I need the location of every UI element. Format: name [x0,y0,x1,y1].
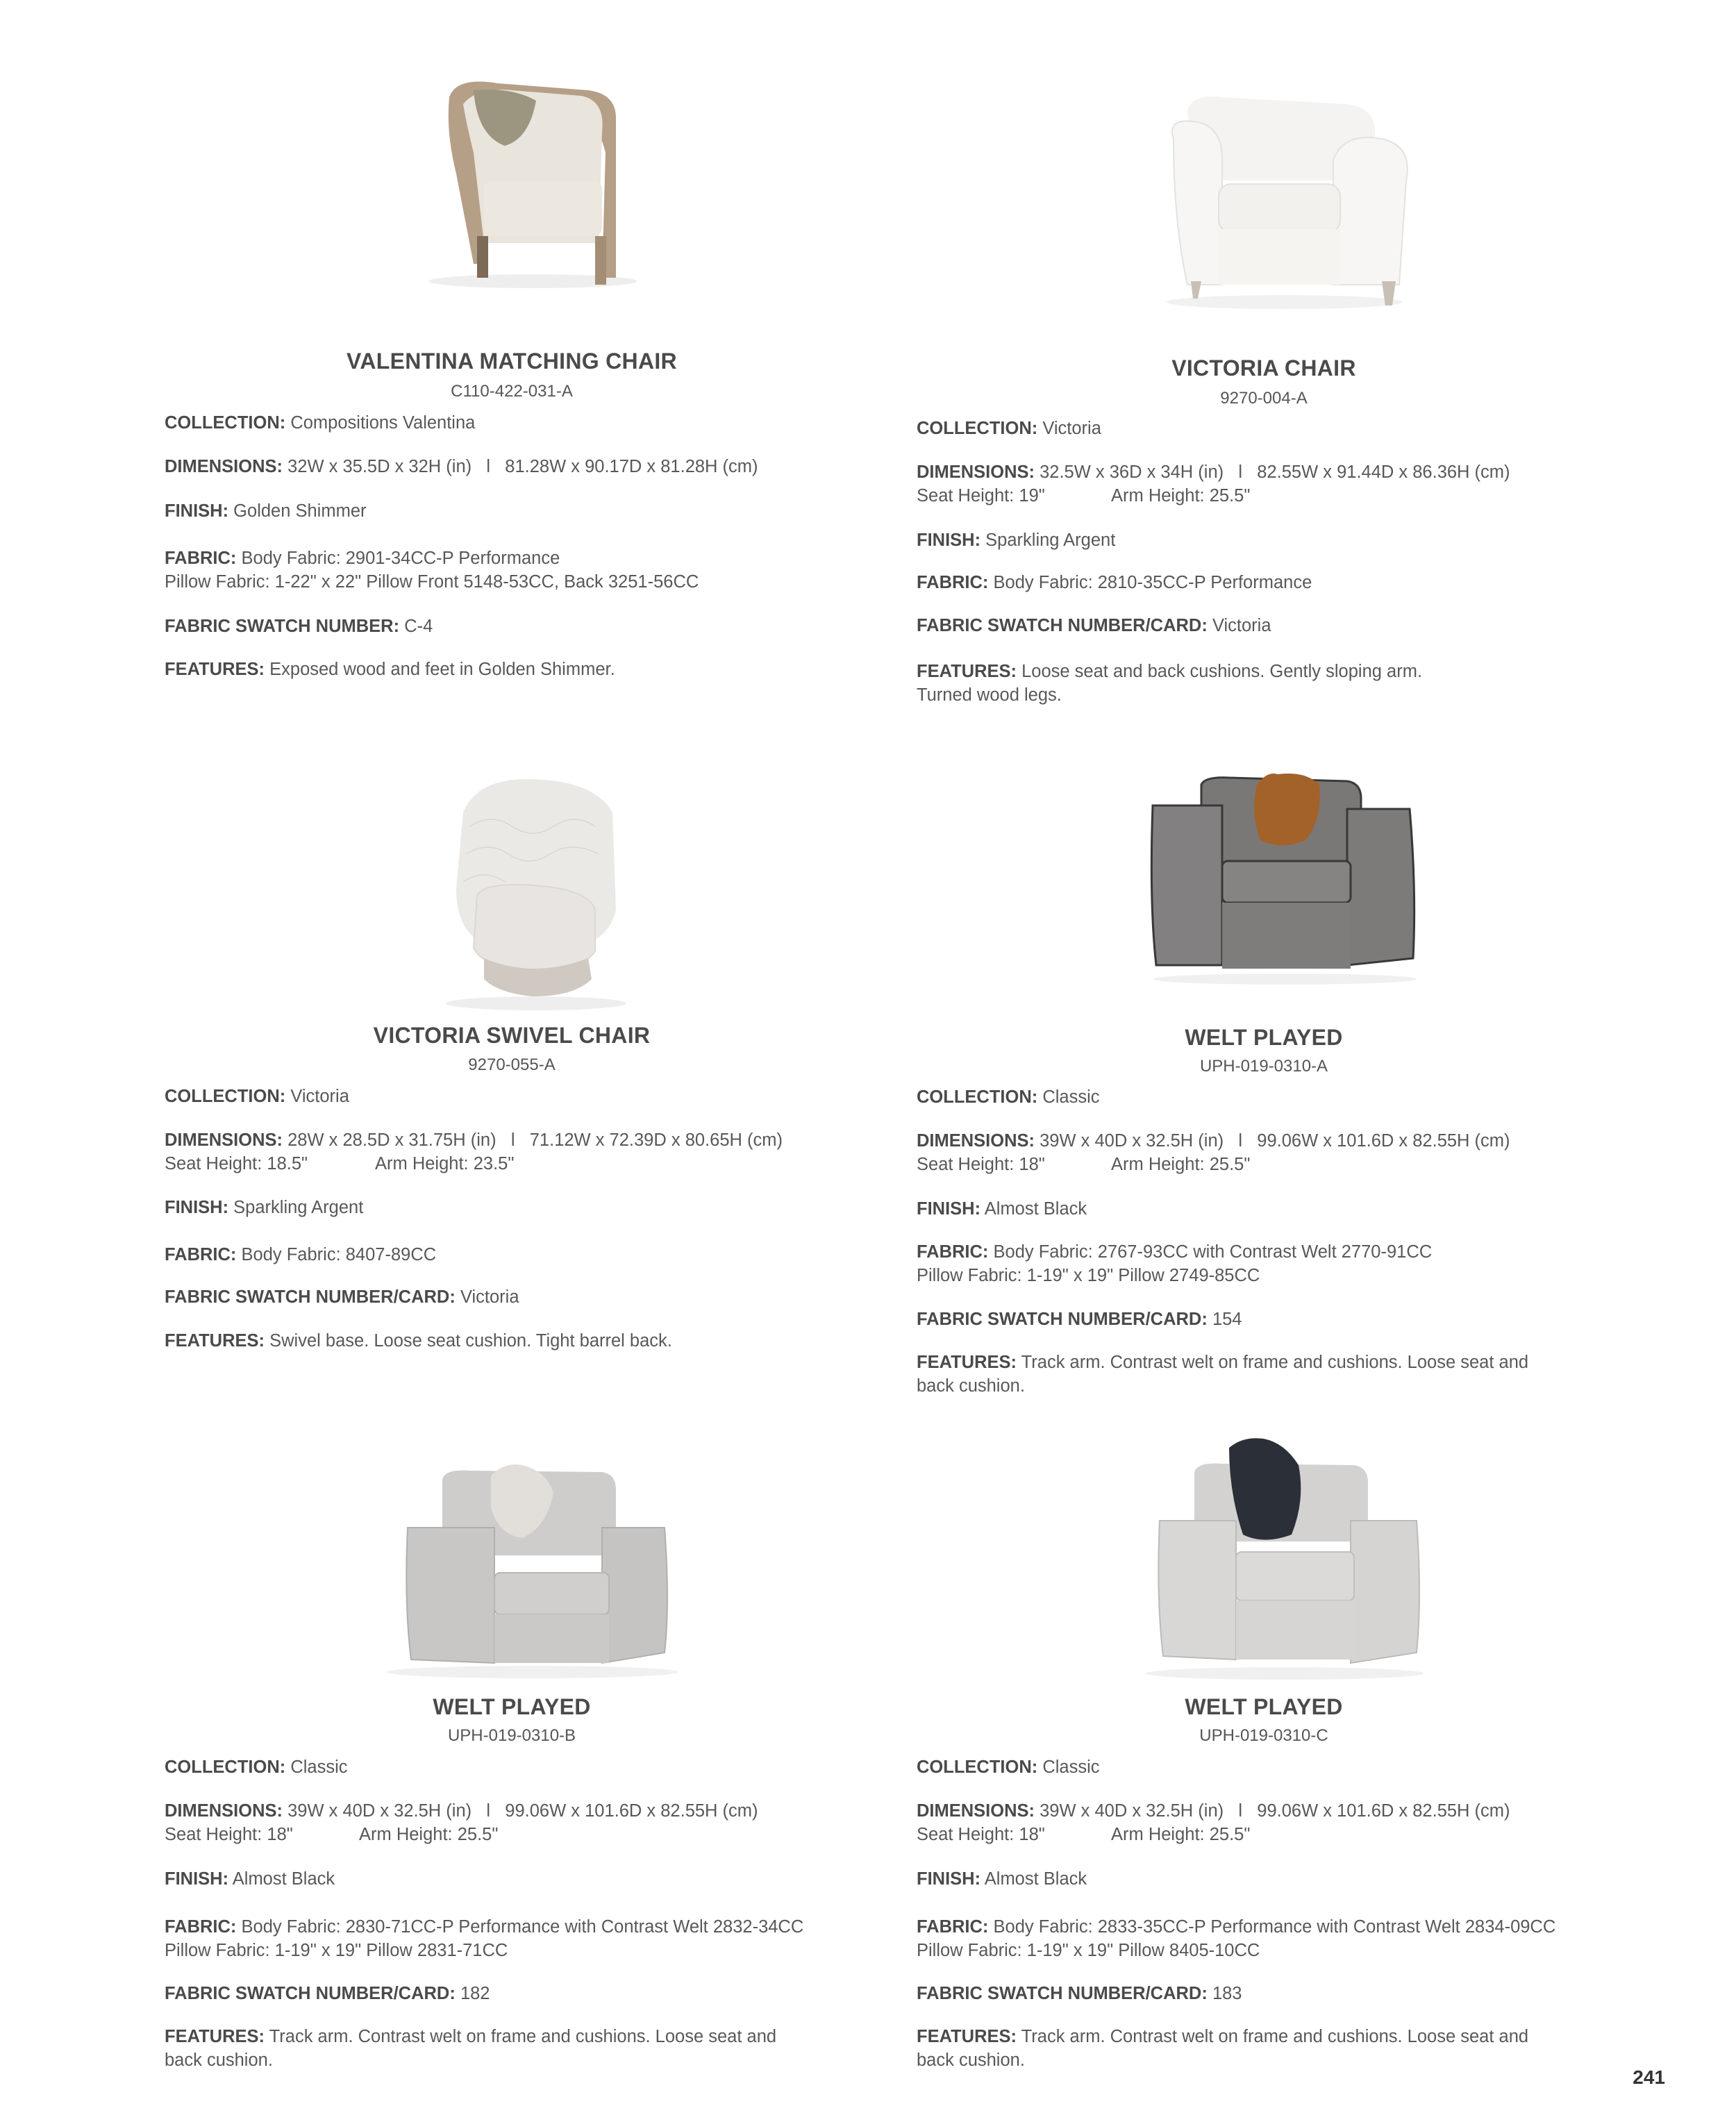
spec-collection [165,411,475,435]
chair-image [1146,83,1424,312]
spec-value: Victoria [290,1087,349,1106]
spec-features [917,660,1422,707]
spec-fabric [917,571,1312,594]
spec-value-line2: Pillow Fabric: 1-22" x 22" Pillow Front 5148-53CC, Back 3251-56CC [165,572,699,592]
spec-value: Classic [290,1757,348,1777]
spec-value: Track arm. Contrast welt on frame and cushions. Loose seat and [269,2027,777,2046]
spec-dimensions [917,460,1510,508]
spec-dimensions [165,455,758,478]
chair-image [373,1451,692,1680]
spec-value: 32.5W x 36D x 34H (in) l 82.55W x 91.44D x 86.36H (cm) [1040,462,1510,482]
product-sku: UPH-019-0310-A [1199,1057,1328,1076]
product-image [917,69,1653,361]
spec-fabric [917,1915,1555,1962]
spec-fabric [165,1915,803,1962]
spec-label: FEATURES: [917,2027,1017,2046]
spec-value: Sparkling Argent [233,1198,364,1217]
spec-value-line2: Turned wood legs. [917,685,1062,705]
chair-image [1132,1430,1437,1680]
spec-label: COLLECTION: [917,1757,1038,1777]
spec-value: Victoria [1212,616,1271,635]
spec-label: FINISH: [165,501,229,521]
product-title: VICTORIA SWIVEL CHAIR [373,1023,651,1048]
spec-heights [917,1823,1510,1846]
seat-height: Seat Height: 18" [917,1155,1045,1174]
spec-value-line2: Pillow Fabric: 1-19" x 19" Pillow 2831-71CC [165,1941,508,1960]
seat-height: Seat Height: 18" [917,1825,1045,1844]
product-title: VALENTINA MATCHING CHAIR [347,349,677,374]
spec-collection [917,1755,1100,1779]
spec-collection [165,1755,348,1779]
spec-value: Almost Black [984,1199,1087,1219]
spec-finish [917,1197,1087,1221]
product-title: WELT PLAYED [1185,1694,1343,1719]
arm-height: Arm Height: 25.5" [1111,1155,1251,1174]
product-image [917,764,1653,1055]
spec-value-line2: back cushion. [917,2050,1025,2070]
spec-label: FEATURES: [165,1331,265,1351]
spec-label: DIMENSIONS: [165,1130,283,1150]
spec-label: FINISH: [917,530,981,550]
spec-label: DIMENSIONS: [917,1801,1035,1821]
seat-height: Seat Height: 18.5" [165,1154,308,1173]
spec-fabric [165,546,699,594]
spec-label: FABRIC: [165,1245,237,1264]
spec-label: FINISH: [165,1869,229,1889]
spec-dimensions [917,1129,1510,1176]
arm-height: Arm Height: 25.5" [1111,486,1251,506]
spec-label: FABRIC SWATCH NUMBER/CARD: [917,1310,1208,1329]
spec-label: FEATURES: [165,660,265,679]
spec-fabric [917,1240,1432,1287]
spec-swatch [917,614,1271,637]
spec-swatch [165,1982,490,2005]
product-title: VICTORIA CHAIR [1171,356,1356,381]
spec-value: 32W x 35.5D x 32H (in) l 81.28W x 90.17D x 81.28H (cm) [287,457,758,476]
spec-label: FABRIC: [165,549,237,568]
spec-dimensions [165,1799,758,1846]
spec-label: DIMENSIONS: [917,462,1035,482]
spec-value-line2: back cushion. [165,2050,273,2070]
spec-value: 182 [460,1984,490,2003]
spec-finish [917,528,1115,552]
spec-value: Body Fabric: 2810-35CC-P Performance [993,573,1312,592]
spec-value: Sparkling Argent [985,530,1116,550]
spec-label: COLLECTION: [165,413,286,433]
spec-value: Almost Black [232,1869,335,1889]
spec-features [165,658,615,681]
spec-value-line2: Pillow Fabric: 1-19" x 19" Pillow 8405-10CC [917,1941,1260,1960]
seat-height: Seat Height: 18" [165,1825,293,1844]
product-sku: 9270-055-A [468,1055,556,1074]
spec-features [165,1329,672,1353]
spec-finish [165,1196,363,1219]
spec-swatch [165,1285,519,1309]
arm-height: Arm Height: 23.5" [375,1154,515,1173]
spec-features [165,2025,776,2072]
spec-label: FABRIC SWATCH NUMBER/CARD: [165,1984,456,2003]
product-sku: UPH-019-0310-B [447,1726,576,1745]
spec-heights [165,1823,758,1846]
spec-label: FINISH: [917,1199,981,1219]
arm-height: Arm Height: 25.5" [1111,1825,1251,1844]
spec-value: Loose seat and back cushions. Gently sloping arm. [1021,662,1423,681]
spec-label: DIMENSIONS: [165,1801,283,1821]
spec-label: FINISH: [165,1198,229,1217]
spec-label: FEATURES: [917,1353,1017,1372]
page-number: 241 [1633,2066,1665,2088]
spec-label: FABRIC: [165,1917,237,1937]
spec-value: Classic [1042,1757,1100,1777]
spec-value: Victoria [460,1287,519,1307]
spec-value: Golden Shimmer [233,501,367,521]
chair-image [408,69,658,292]
spec-label: COLLECTION: [165,1087,286,1106]
chair-image [1139,764,1430,986]
spec-value: 154 [1212,1310,1242,1329]
spec-fabric [165,1243,436,1267]
product-image [165,69,901,361]
spec-label: FEATURES: [917,662,1017,681]
spec-value: 39W x 40D x 32.5H (in) l 99.06W x 101.6D x 82.55H (cm) [287,1801,758,1821]
spec-value: Body Fabric: 2901-34CC-P Performance [241,549,560,568]
spec-finish [917,1867,1087,1891]
spec-heights [917,484,1510,508]
product-sku: UPH-019-0310-C [1199,1726,1328,1745]
spec-label: FABRIC: [917,1242,989,1262]
spec-label: FABRIC SWATCH NUMBER/CARD: [917,1984,1208,2003]
spec-swatch [165,615,433,638]
spec-finish [165,1867,335,1891]
spec-dimensions [165,1128,783,1176]
spec-value: 28W x 28.5D x 31.75H (in) l 71.12W x 72.39D x 80.65H (cm) [287,1130,783,1150]
spec-label: COLLECTION: [917,1087,1038,1107]
spec-label: FABRIC SWATCH NUMBER/CARD: [917,616,1208,635]
seat-height: Seat Height: 19" [917,486,1045,506]
spec-features [917,1351,1528,1398]
spec-label: FABRIC SWATCH NUMBER/CARD: [165,1287,456,1307]
spec-value: Track arm. Contrast welt on frame and cushions. Loose seat and [1021,1353,1529,1372]
spec-label: COLLECTION: [917,419,1038,438]
spec-value: Exposed wood and feet in Golden Shimmer. [269,660,615,679]
spec-label: FINISH: [917,1869,981,1889]
product-image [165,757,901,1049]
spec-value: Almost Black [984,1869,1087,1889]
spec-finish [165,499,367,523]
spec-value: Body Fabric: 2830-71CC-P Performance with Contrast Welt 2832-34CC [241,1917,804,1937]
spec-value: Victoria [1042,419,1101,438]
spec-label: FEATURES: [165,2027,265,2046]
spec-features [917,2025,1528,2072]
spec-value: Body Fabric: 8407-89CC [241,1245,437,1264]
product-sku: C110-422-031-A [451,382,573,401]
spec-value: Classic [1042,1087,1100,1107]
spec-heights [917,1153,1510,1176]
chair-image [422,771,644,1014]
spec-value: Track arm. Contrast welt on frame and cushions. Loose seat and [1021,2027,1529,2046]
spec-value: Body Fabric: 2767-93CC with Contrast Welt 2770-91CC [993,1242,1433,1262]
arm-height: Arm Height: 25.5" [359,1825,499,1844]
product-sku: 9270-004-A [1220,389,1308,408]
product-title: WELT PLAYED [433,1694,591,1719]
spec-label: FABRIC: [917,1917,989,1937]
spec-value: Compositions Valentina [290,413,476,433]
spec-swatch [917,1982,1242,2005]
spec-label: FABRIC SWATCH NUMBER: [165,617,400,636]
spec-collection [917,1085,1100,1109]
spec-value: 183 [1212,1984,1242,2003]
spec-swatch [917,1308,1242,1331]
spec-value: 39W x 40D x 32.5H (in) l 99.06W x 101.6D x 82.55H (cm) [1040,1131,1510,1151]
spec-value: Body Fabric: 2833-35CC-P Performance with Contrast Welt 2834-09CC [993,1917,1556,1937]
spec-label: DIMENSIONS: [165,457,283,476]
spec-value-line2: back cushion. [917,1376,1025,1396]
product-image [917,1430,1653,1722]
spec-heights [165,1152,783,1176]
spec-label: DIMENSIONS: [917,1131,1035,1151]
product-title: WELT PLAYED [1185,1025,1343,1050]
spec-value: C-4 [404,617,433,636]
spec-label: FABRIC: [917,573,989,592]
spec-label: COLLECTION: [165,1757,286,1777]
spec-value: 39W x 40D x 32.5H (in) l 99.06W x 101.6D x 82.55H (cm) [1040,1801,1510,1821]
spec-value-line2: Pillow Fabric: 1-19" x 19" Pillow 2749-85CC [917,1266,1260,1285]
spec-collection [917,417,1101,440]
spec-dimensions [917,1799,1510,1846]
spec-value: Swivel base. Loose seat cushion. Tight barrel back. [269,1331,672,1351]
spec-collection [165,1085,349,1108]
